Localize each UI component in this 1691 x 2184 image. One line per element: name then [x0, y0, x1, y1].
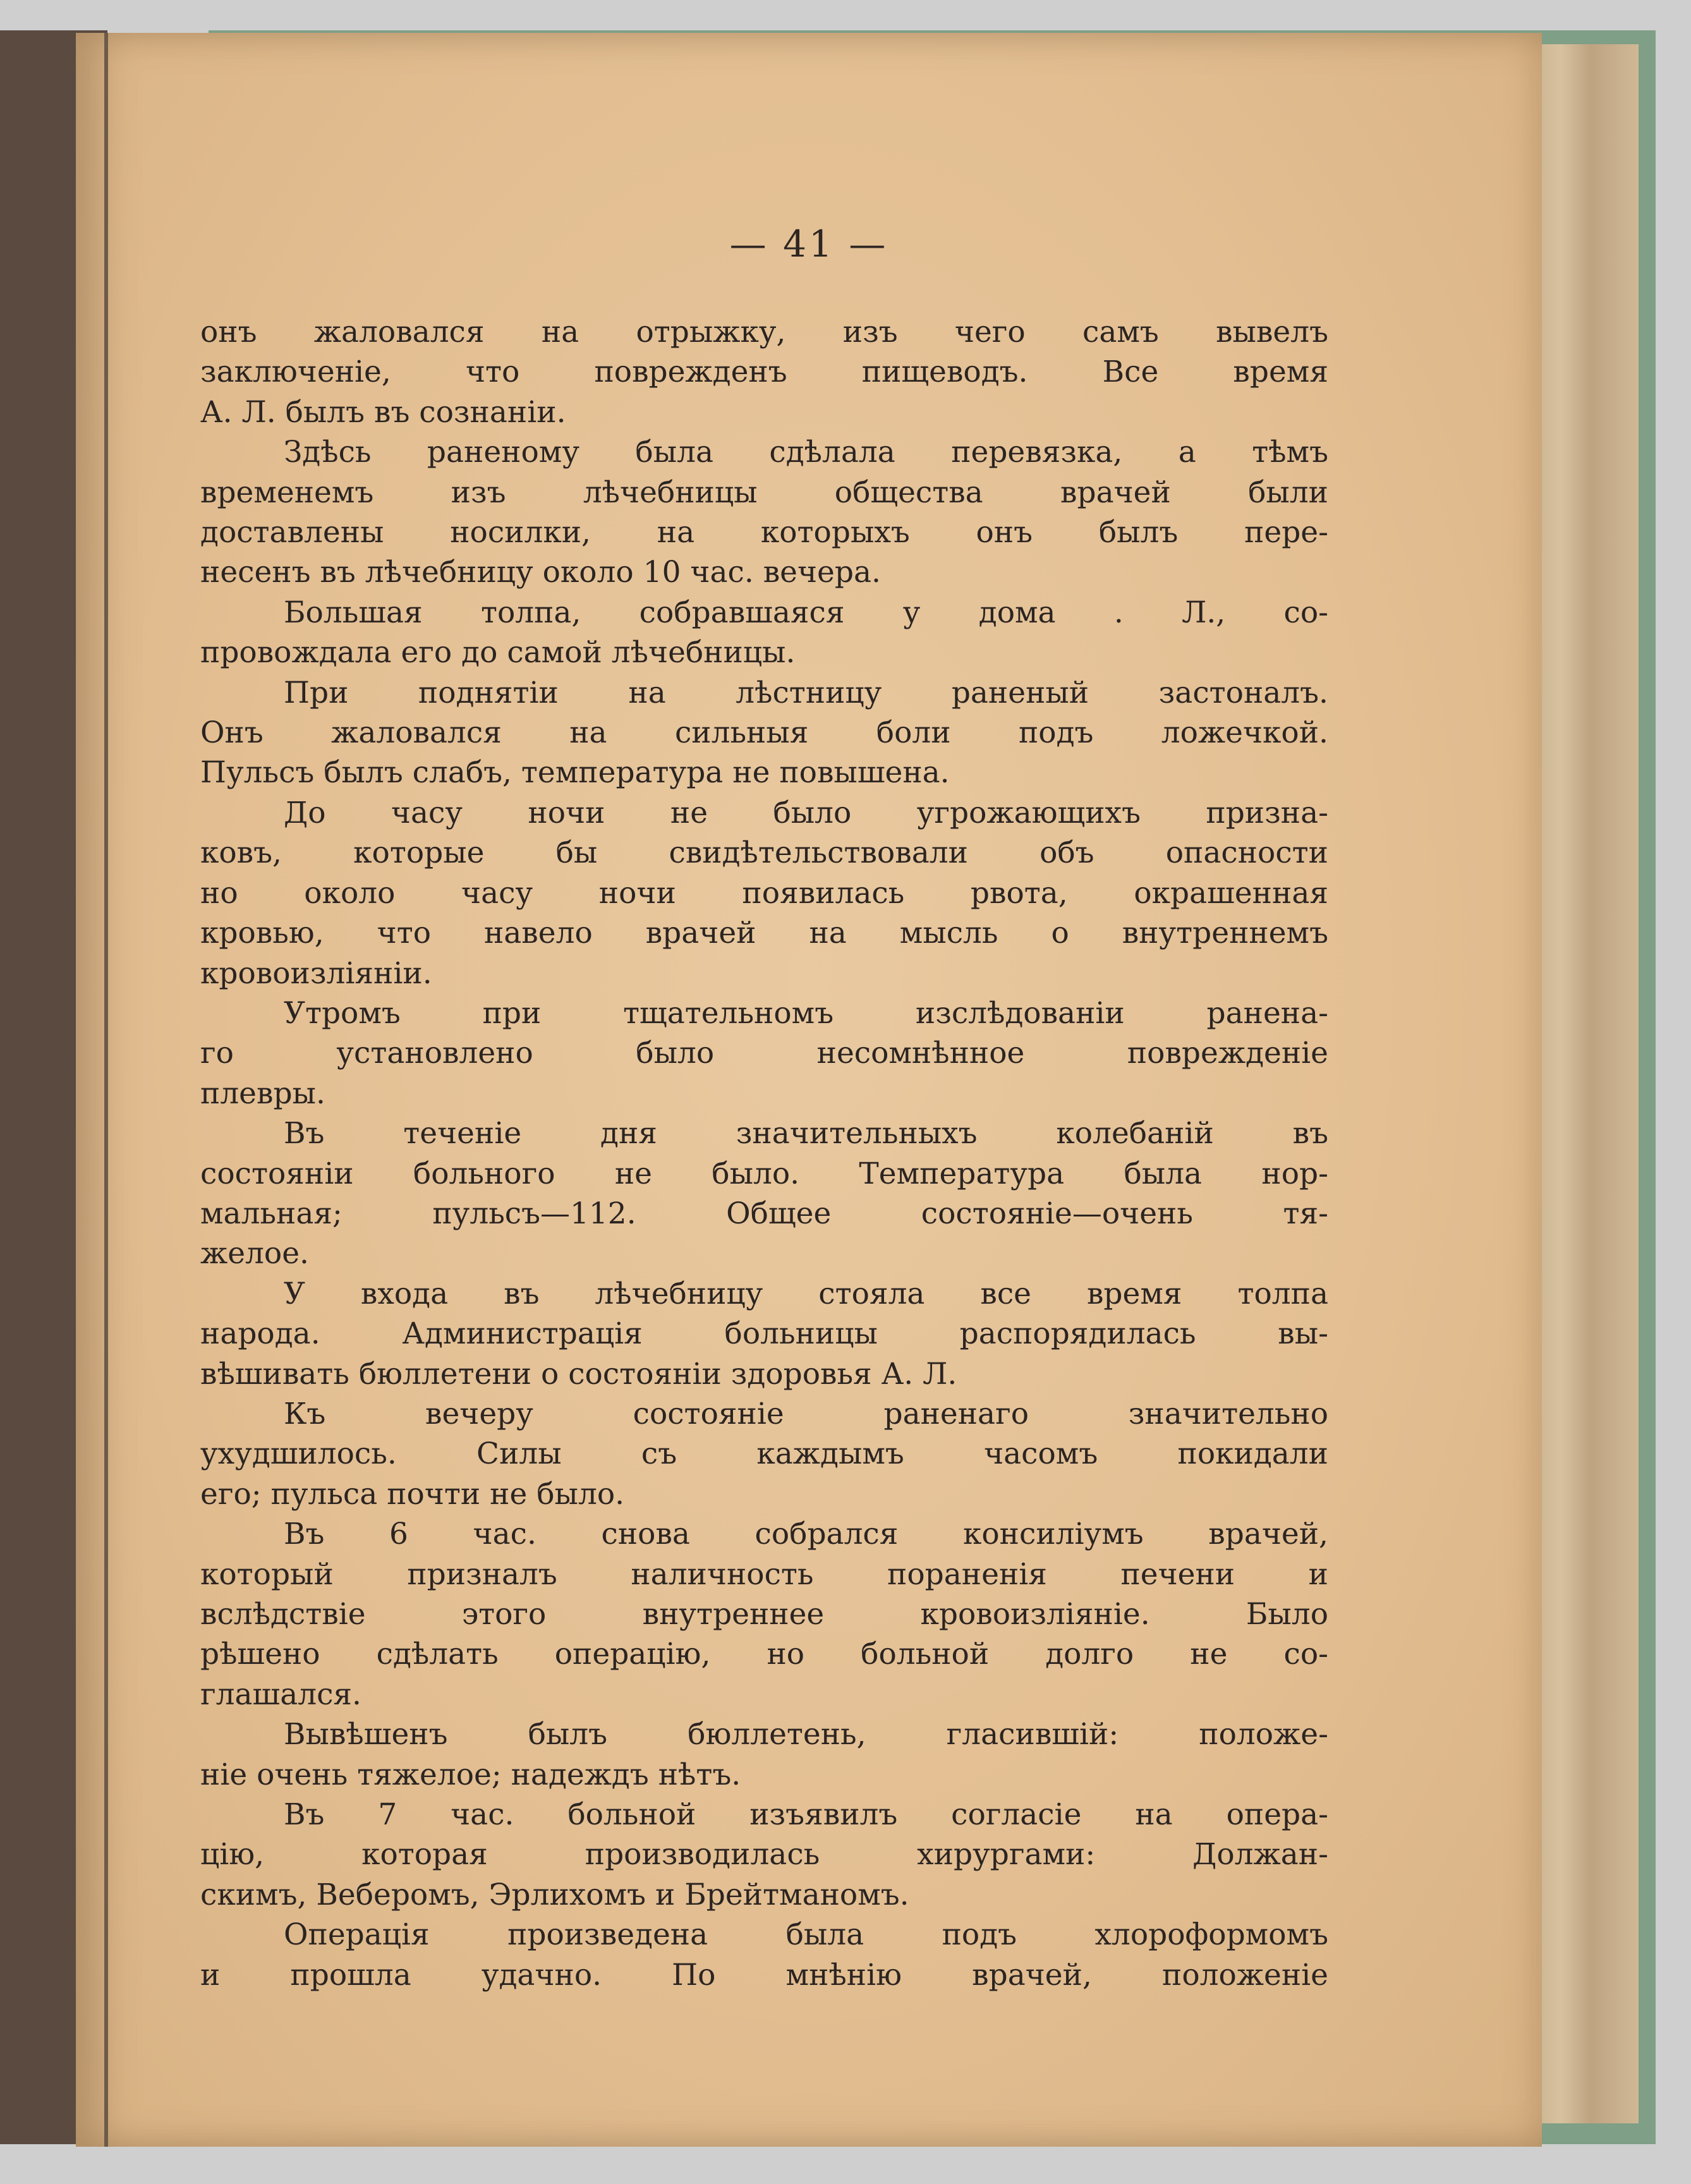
text-line: ухудшилось. Силы съ каждымъ часомъ покидали: [200, 1436, 1328, 1472]
text-line: Къ вечеру состояніе раненаго значительно: [284, 1396, 1328, 1431]
page-number: — 41 —: [729, 222, 888, 265]
text-line: его; пульса почти не было.: [200, 1476, 625, 1512]
text-line: онъ жаловался на отрыжку, изъ чего самъ вывелъ: [200, 315, 1328, 349]
text-line: Утромъ при тщательномъ изслѣдованіи ранена-: [284, 995, 1328, 1031]
text-line: Вывѣшенъ былъ бюллетень, гласившій: положе-: [284, 1717, 1328, 1752]
text-line: До часу ночи не было угрожающихъ призна-: [284, 795, 1328, 830]
text-line: кровью, что навело врачей на мысль о внутреннемъ: [200, 916, 1328, 951]
text-line: который призналъ наличность пораненія печени и: [200, 1556, 1328, 1592]
text-line: состояніи больного не было. Температура была нор-: [200, 1156, 1328, 1191]
text-line: У входа въ лѣчебницу стояла все время толпа: [284, 1276, 1328, 1311]
text-line: Здѣсь раненому была сдѣлала перевязка, а тѣмъ: [284, 435, 1328, 470]
page-gutter: [104, 33, 108, 2147]
text-line: и прошла удачно. По мнѣнію врачей, положеніе: [200, 1957, 1328, 1993]
text-line: Въ 6 час. снова собрался консиліумъ врачей,: [284, 1517, 1328, 1552]
text-line: вслѣдствіе этого внутреннее кровоизліяніе. Было: [200, 1597, 1328, 1632]
text-line: мальная; пульсъ—112. Общее состояніе—очень тя-: [200, 1196, 1328, 1231]
text-line: А. Л. былъ въ сознаніи.: [200, 394, 566, 430]
text-line: вѣшивать бюллетени о состояніи здоровья А. Л.: [200, 1356, 957, 1392]
text-line: глашался.: [200, 1677, 361, 1712]
text-line: народа. Администрація больницы распорядилась вы-: [200, 1316, 1328, 1352]
text-line: кровоизліяніи.: [200, 956, 432, 991]
text-line: ніе очень тяжелое; надеждъ нѣтъ.: [200, 1757, 741, 1792]
text-line: несенъ въ лѣчебницу около 10 час. вечера.: [200, 555, 881, 590]
text-line: При поднятіи на лѣстницу раненый застоналъ.: [284, 675, 1328, 710]
text-line: Въ 7 час. больной изъявилъ согласіе на опера-: [284, 1797, 1328, 1833]
text-line: цію, которая производилась хирургами: Должан-: [200, 1837, 1328, 1872]
text-line: Пульсъ былъ слабъ, температура не повышена.: [200, 755, 950, 791]
text-line: Въ теченіе дня значительныхъ колебаній въ: [284, 1116, 1328, 1151]
book-page: [76, 33, 1542, 2147]
page-text: [200, 312, 1328, 1995]
text-line: ковъ, которые бы свидѣтельствовали объ опасности: [200, 835, 1328, 871]
text-line: но около часу ночи появилась рвота, окрашенная: [200, 875, 1328, 911]
text-line: Операція произведена была подъ хлороформомъ: [284, 1917, 1328, 1953]
text-line: го установлено было несомнѣнное поврежденіе: [200, 1036, 1328, 1071]
text-line: Большая толпа, собравшаяся у дома . Л., со-: [284, 595, 1328, 630]
text-line: скимъ, Веберомъ, Эрлихомъ и Брейтманомъ.: [200, 1877, 909, 1912]
text-line: рѣшено сдѣлать операцію, но больной долго не со-: [200, 1637, 1328, 1672]
text-line: желое.: [200, 1236, 309, 1271]
text-line: доставлены носилки, на которыхъ онъ былъ пере-: [200, 515, 1328, 550]
text-line: провождала его до самой лѣчебницы.: [200, 635, 796, 670]
text-line: плевры.: [200, 1076, 325, 1111]
text-line: заключеніе, что поврежденъ пищеводъ. Все время: [200, 355, 1328, 390]
text-line: временемъ изъ лѣчебницы общества врачей были: [200, 475, 1328, 510]
text-line: Онъ жаловался на сильныя боли подъ ложечкой.: [200, 715, 1328, 751]
